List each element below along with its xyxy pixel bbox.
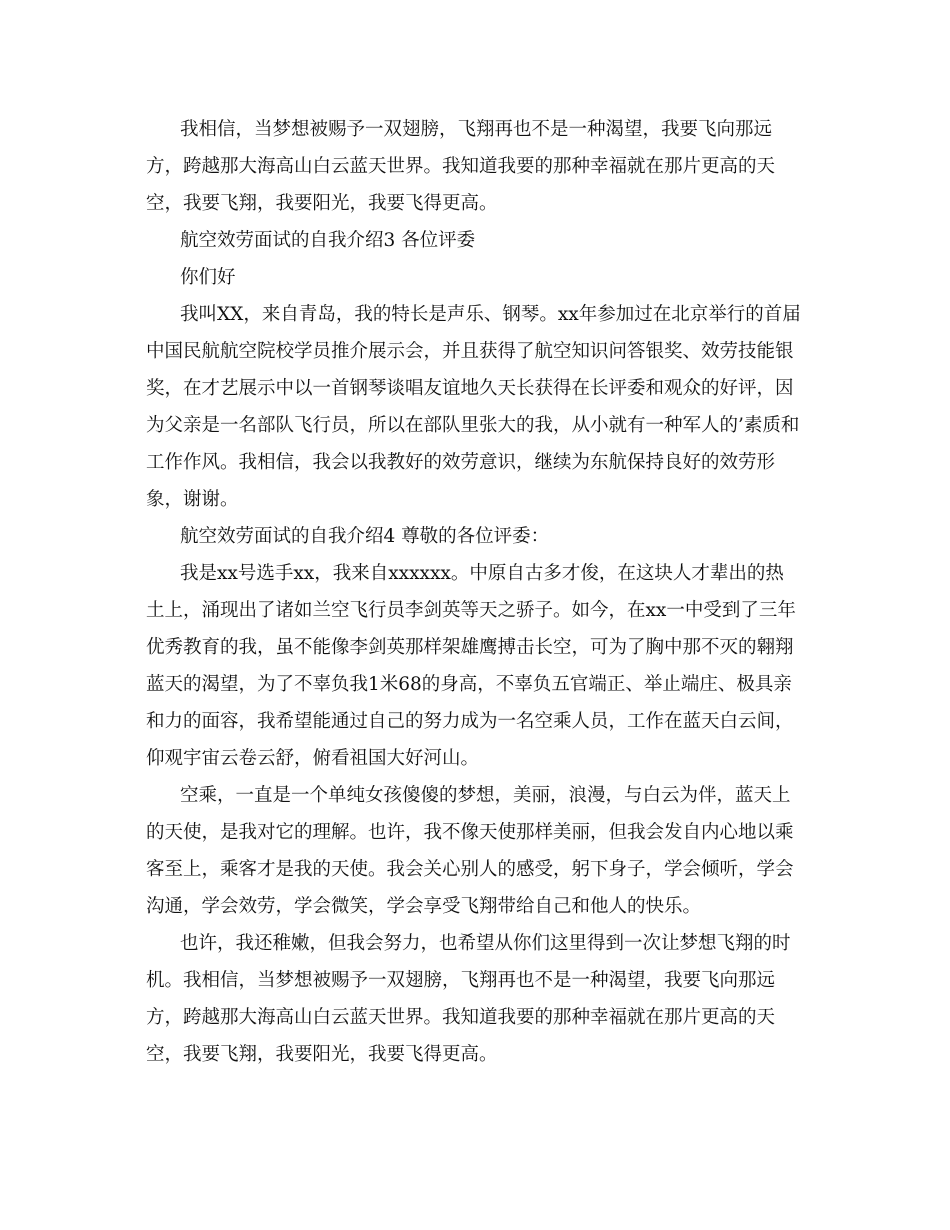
text-line: 你们好	[180, 267, 236, 288]
text-line: 的天使，是我对它的理解。也许，我不像天使那样美丽，但我会发自内心地以乘	[146, 822, 794, 843]
text-line: 我是xx号选手xx，我来自xxxxxx。中原自古多才俊，在这块人才辈出的热	[180, 563, 784, 584]
text-line: 象，谢谢。	[146, 489, 239, 510]
text-line: 土上，涌现出了诸如兰空飞行员李剑英等天之骄子。如今，在xx一中受到了三年	[146, 600, 796, 621]
text-line: 沟通，学会效劳，学会微笑，学会享受飞翔带给自己和他人的快乐。	[146, 896, 702, 917]
text-line: 航空效劳面试的自我介绍4 尊敬的各位评委：	[180, 526, 550, 547]
text-line: 为父亲是一名部队飞行员，所以在部队里张大的我，从小就有一种军人的’素质和	[146, 415, 800, 436]
text-line: 中国民航航空院校学员推介展示会，并且获得了航空知识问答银奖、效劳技能银	[146, 341, 794, 362]
text-line: 也许，我还稚嫩，但我会努力，也希望从你们这里得到一次让梦想飞翔的时	[180, 933, 791, 954]
text-line: 空乘，一直是一个单纯女孩傻傻的梦想，美丽，浪漫，与白云为伴，蓝天上	[180, 785, 791, 806]
text-line: 客至上，乘客才是我的天使。我会关心别人的感受，躬下身子，学会倾听，学会	[146, 859, 794, 880]
text-line: 我相信，当梦想被赐予一双翅膀，飞翔再也不是一种渴望，我要飞向那远	[180, 119, 773, 140]
text-line: 仰观宇宙云卷云舒，俯看祖国大好河山。	[146, 748, 480, 769]
text-line: 空，我要飞翔，我要阳光，我要飞得更高。	[146, 193, 498, 214]
text-line: 机。我相信，当梦想被赐予一双翅膀，飞翔再也不是一种渴望，我要飞向那远	[146, 970, 776, 991]
text-line: 空，我要飞翔，我要阳光，我要飞得更高。	[146, 1044, 498, 1065]
text-line: 和力的面容，我希望能通过自己的努力成为一名空乘人员，工作在蓝天白云间，	[146, 711, 794, 732]
text-line: 工作作风。我相信，我会以我教好的效劳意识，继续为东航保持良好的效劳形	[146, 452, 776, 473]
text-line: 方，跨越那大海高山白云蓝天世界。我知道我要的那种幸福就在那片更高的天	[146, 1007, 776, 1028]
text-line: 航空效劳面试的自我介绍3 各位评委	[180, 230, 476, 251]
text-line: 方，跨越那大海高山白云蓝天世界。我知道我要的那种幸福就在那片更高的天	[146, 156, 776, 177]
text-line: 奖，在才艺展示中以一首钢琴谈唱友谊地久天长获得在长评委和观众的好评，因	[146, 378, 794, 399]
text-line: 蓝天的渴望，为了不辜负我1米68的身高，不辜负五官端正、举止端庄、极具亲	[146, 674, 792, 695]
text-line: 优秀教育的我，虽不能像李剑英那样架雄鹰搏击长空，可为了胸中那不灭的翱翔	[146, 637, 794, 658]
text-line: 我叫XX，来自青岛，我的特长是声乐、钢琴。xx年参加过在北京举行的首届	[180, 304, 801, 325]
